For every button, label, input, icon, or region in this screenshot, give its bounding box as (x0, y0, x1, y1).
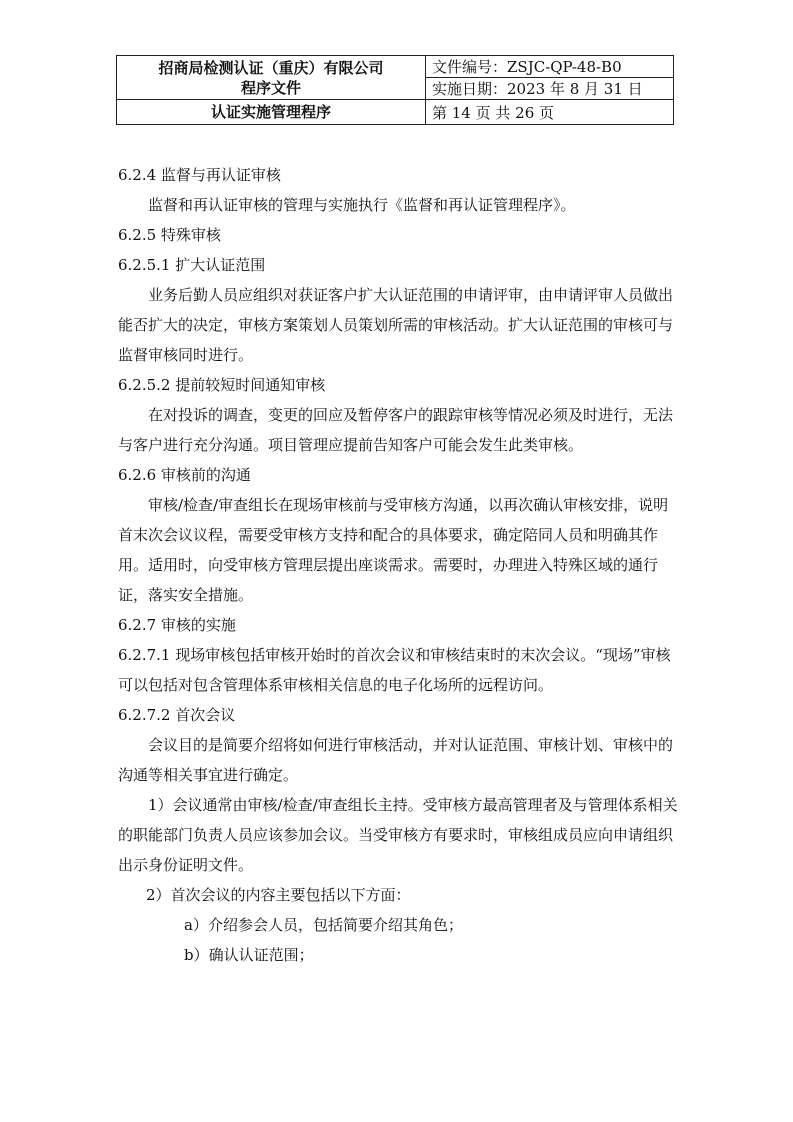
section-heading: 6.2.4 监督与再认证审核 (118, 166, 281, 184)
section-heading: 6.2.5 特殊审核 (118, 226, 221, 244)
document-number: 文件编号：ZSJC-QP-48-B0 (432, 58, 622, 76)
implementation-date: 实施日期：2023 年 8 月 31 日 (426, 77, 673, 99)
section-heading: 6.2.5.2 提前较短时间通知审核 (118, 376, 326, 394)
document-meta-cell (426, 56, 674, 100)
document-header-table (116, 55, 674, 125)
section-heading: 6.2.5.1 扩大认证范围 (118, 256, 266, 274)
company-cell (117, 56, 426, 100)
page-info: 第 14 页 共 26 页 (426, 100, 674, 125)
list-item: 2）首次会议的内容主要包括以下方面： (146, 886, 411, 904)
sub-list-item: b）确认认证范围； (184, 946, 314, 964)
section-paragraph: 6.2.7.1 现场审核包括审核开始时的首次会议和审核结束时的末次会议。“现场”审核可以包括对包含管理体系审核相关信息的电子化场所的远程访问。 (118, 646, 671, 694)
document-type: 程序文件 (240, 78, 301, 97)
section-heading: 6.2.6 审核前的沟通 (118, 466, 251, 484)
paragraph: 监督和再认证审核的管理与实施执行《监督和再认证管理程序》。 (148, 196, 576, 214)
list-paragraph: 1）会议通常由审核/检查/审查组长主持。受审核方最高管理者及与管理体系相关的职能部门负责人员应该参加会议。当受审核方有要求时，审核组成员应向申请组织出示身份证明文件。 (118, 796, 678, 874)
paragraph: 在对投诉的调查，变更的回应及暂停客户的跟踪审核等情况必须及时进行，无法与客户进行充分沟通。项目管理应提前告知客户可能会发生此类审核。 (118, 406, 674, 454)
paragraph: 会议目的是简要介绍将如何进行审核活动，并对认证范围、审核计划、审核中的沟通等相关事宜进行确定。 (118, 736, 674, 784)
document-body (118, 160, 678, 970)
sub-list-item: a）介绍参会人员，包括简要介绍其角色； (184, 916, 463, 934)
company-name: 招商局检测认证（重庆）有限公司 (158, 58, 384, 77)
section-heading: 6.2.7 审核的实施 (118, 616, 236, 634)
document-title: 认证实施管理程序 (117, 100, 426, 125)
paragraph: 审核/检查/审查组长在现场审核前与受审核方沟通，以再次确认审核安排，说明首末次会议议程，需要受审核方支持和配合的具体要求，确定陪同人员和明确其作用。适用时，向受审核方管理层提出座谈需求。需要时，办理进入特殊区域的通行证，落实安全措施。 (118, 496, 669, 604)
section-heading: 6.2.7.2 首次会议 (118, 706, 236, 724)
paragraph: 业务后勤人员应组织对获证客户扩大认证范围的申请评审，由申请评审人员做出能否扩大的决定，审核方案策划人员策划所需的审核活动。扩大认证范围的审核可与监督审核同时进行。 (118, 286, 674, 364)
